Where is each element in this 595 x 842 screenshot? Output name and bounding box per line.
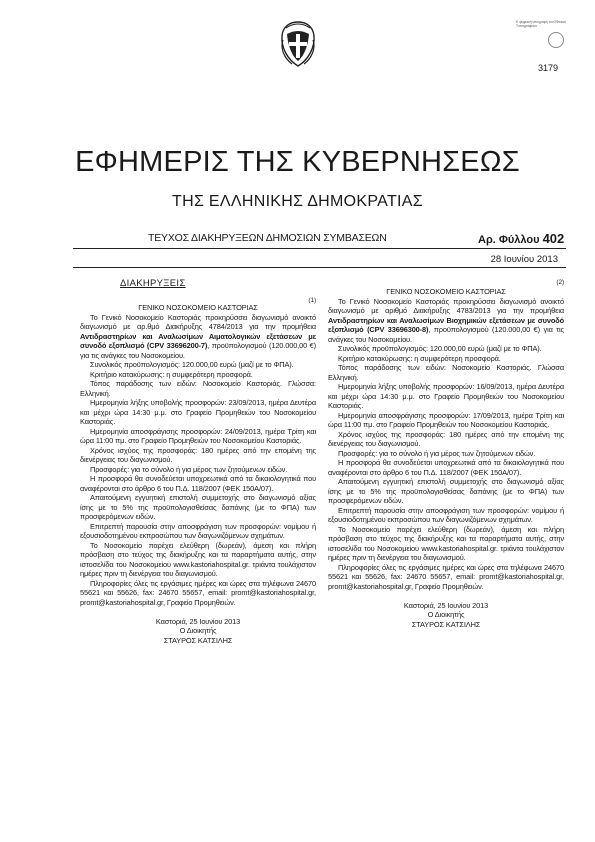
signer-name: ΣΤΑΥΡΟΣ ΚΑΤΣΙΛΗΣ bbox=[411, 619, 481, 629]
place-date: Καστοριά, 25 Ιουνίου 2013 bbox=[403, 600, 489, 610]
notice-paragraph: Κριτήριο κατακύρωσης: η συμφερότερη προσφορά. bbox=[90, 369, 253, 379]
section-heading: ΔΙΑΚΗΡΥΞΕΙΣ bbox=[120, 278, 186, 289]
notice-paragraph: Επιτρεπτή παρουσία στην αποσφράγιση των προσφορών: νομίμου ή εξουσιοδοτημένου εκπροσώπου των διαγωνιζόμενων σχημάτων. bbox=[328, 505, 564, 525]
notice-paragraph: Η προσφορά θα συνοδεύεται υποχρεωτικά από τα δικαιολογητικά που αναφέρονται στο άρθρο 6 του Π.Δ. 118/2007 (ΦΕΚ 150Α/07). bbox=[328, 458, 564, 477]
notice-paragraph: Ημερομηνία λήξης υποβολής προσφορών: 23/09/2013, ημέρα Δευτέρα και μέχρι ώρα 14:30 μ.μ. στο Γραφείο Προμηθειών του Νοσοκομείου Καστοριάς. bbox=[80, 398, 316, 427]
notice-paragraph: Ημερομηνία αποσφράγισης προσφορών: 17/09/2013, ημέρα Τρίτη και ώρα 11:00 πμ. στο Γραφείο Προμηθειών του Νοσοκομείου Καστοριάς. bbox=[328, 410, 564, 430]
sheet-number-label: Αρ. Φύλλου 402 bbox=[478, 231, 565, 246]
place-date: Καστοριά, 25 Ιουνίου 2013 bbox=[155, 616, 241, 626]
notice-paragraph: Επιτρεπτή παρουσία στην αποσφράγιση των προσφορών: νομίμου ή εξουσιοδοτημένου εκπροσώπου των διαγωνιζόμενων σχημάτων. bbox=[80, 521, 316, 541]
notice-paragraph: Η προσφορά θα συνοδεύεται υποχρεωτικά από τα δικαιολογητικά που αναφέρονται στο άρθρο 6 του Π.Δ. 118/2007 (ΦΕΚ 150Α/07). bbox=[80, 474, 316, 493]
procurement-subject: Αντιδραστηρίων και Αναλωσίμων Βιοχημικών εξετάσεων με συνοδό εξοπλισμό (CPV 33696300-8) bbox=[328, 315, 564, 335]
greek-coat-of-arms-emblem bbox=[278, 20, 318, 68]
hospital-name: ΓΕΝΙΚΟ ΝΟΣΟΚΟΜΕΙΟ ΚΑΣΤΟΡΙΑΣ bbox=[386, 287, 506, 296]
gazette-subtitle: ΤΗΣ ΕΛΛΗΝΙΚΗΣ ΔΗΜΟΚΡΑΤΙΑΣ bbox=[172, 193, 423, 210]
signer-role: Ο Διοικητής bbox=[427, 610, 465, 620]
issue-date: 28 Ιουνίου 2013 bbox=[490, 254, 558, 265]
header-rule bbox=[73, 248, 566, 249]
notice-paragraph: Προσφορές: για το σύνολο ή για μέρος των ζητούμενων ειδών. bbox=[90, 464, 288, 474]
notice-paragraph: Κριτήριο κατακύρωσης: η συμφερότερη προσφορά. bbox=[338, 353, 501, 363]
notice-paragraph: Συνολικός προϋπολογισμός: 120.000,00 ευρώ (μαζί με το ΦΠΑ). bbox=[90, 360, 294, 370]
notice-paragraph: Χρόνος ισχύος της προσφοράς: 180 ημέρες από την επομένη της διενέργειας του διαγωνισμού. bbox=[328, 429, 564, 449]
page-number: 3179 bbox=[538, 63, 559, 73]
notice-paragraph: Χρόνος ισχύος της προσφοράς: 180 ημέρες από την επομένη της διενέργειας του διαγωνισμού. bbox=[80, 445, 316, 465]
notice-number: (2) bbox=[556, 279, 564, 286]
notice-intro: Το Γενικό Νοσοκομείο Καστοριάς προκηρύσσει διαγωνισμό ανοικτό διαγωνισμό με αριθμό Διακήρυξης 4783/2013 για την προμήθεια Αντιδραστηρίων και Αναλωσίμων Βιοχημικών εξετάσεων με συνοδό εξοπλισμό (CPV 33696300-8), προϋπολογισμού (120.000,00 €) για τις ανάγκες του Νοσοκομείου. bbox=[328, 296, 565, 344]
notice-paragraph: Τόπος παράδοσης των ειδών: Νοσοκομείο Καστοριάς. Γλώσσα: Ελληνική. bbox=[80, 379, 316, 398]
notice-intro: Το Γενικό Νοσοκομείο Καστοριάς προκηρύσσει διαγωνισμό ανοικτό διαγωνισμό με αρ.θμό Διακήρυξης 4784/2013 για την προμήθεια Αντιδραστηρίων και Αναλωσίμων Αιματολογικών εξετάσεων με συνοδό εξοπλισμό (CPV 33696200-7), προϋπολογισμού (120.000,00 €) για τις ανάγκες του Νοσοκομείου. bbox=[80, 312, 316, 360]
gazette-title: ΕΦΗΜΕΡΙΣ ΤΗΣ ΚΥΒΕΡΝΗΣΕΩΣ bbox=[75, 146, 520, 178]
notice-paragraph: Το Νοσοκομείο παρέχει ελεύθερη (δωρεάν), άμεση και πλήρη πρόσβαση στο τεύχος της διακήρυξης και τα παραρτήματα αυτής, στην ιστοσελίδα του Νοσοκομείου www.kastoriahospital.gr. τριάντα τουλάχιστον ημέρες πριν τη διενέργεια του διαγωνισμού. bbox=[328, 524, 564, 563]
notice-paragraph: Πληροφορίες όλες τις εργάσιμες ημέρες και ώρες στα τηλέφωνα 24670 55621 και 55626, fax: 24670 55657, email: promt@kastoriahospital.gr, promt@kastoriahospital.gr, Γραφείο Προμηθειών. bbox=[80, 578, 316, 607]
notice-paragraph: Ημερομηνία λήξης υποβολής προσφορών: 16/09/2013, ημέρα Δευτέρα και μέχρι ώρα 14:30 μ.μ. στο Γραφείο Προμηθειών του Νοσοκομείου Καστοριάς. bbox=[328, 382, 564, 411]
procurement-subject: Αντιδραστηρίων και Αναλωσίμων Αιματολογικών εξετάσεων με συνοδό εξοπλισμό (CPV 33696200-7) bbox=[80, 331, 316, 351]
hospital-name: ΓΕΝΙΚΟ ΝΟΣΟΚΟΜΕΙΟ ΚΑΣΤΟΡΙΑΣ bbox=[138, 303, 258, 312]
notice-number: (1) bbox=[308, 297, 316, 304]
signature-seal-icon bbox=[548, 32, 564, 48]
notice-column-1 bbox=[80, 294, 316, 645]
digital-signature-stamp: Ε ψηφιακή υπογραφή του Εθνικού Τυπογραφείου bbox=[516, 20, 570, 64]
notice-paragraph: Ημερομηνία αποσφράγισης προσφορών: 24/09/2013, ημέρα Τρίτη και ώρα 11:00 πμ. στο Γραφείο Προμηθειών του Νοσοκομείου Καστοριάς. bbox=[80, 426, 316, 446]
notice-paragraph: Απαιτούμενη εγγυητική επιστολή συμμετοχής στο διαγωνισμό αξίας ίσης με το 5% της προϋπολογισθείσας δαπάνης (με το ΦΠΑ) των προσφερόμενων ειδών. bbox=[328, 477, 564, 506]
notice-paragraph: Απαιτούμενη εγγυητική επιστολή συμμετοχής στο διαγωνισμό αξίας ίσης με το 5% της προϋπολογισθείσας δαπάνης (με το ΦΠΑ) των προσφερόμενων ειδών. bbox=[80, 493, 316, 522]
notice-paragraph: Συνολικός προϋπολογισμός: 120.000,00 ευρώ (μαζί με το ΦΠΑ). bbox=[338, 344, 542, 354]
notice-column-2 bbox=[328, 278, 564, 629]
date-rule bbox=[73, 267, 566, 268]
notice-paragraph: Πληροφορίες όλες τις εργάσιμες ημέρες και ώρες στα τηλέφωνα 24670 55621 και 55626, fax: 24670 55657, email: promt@kastoriahospital.gr, promt@kastoriahospital.gr, Γραφείο Προμηθειών. bbox=[328, 562, 564, 591]
notice-paragraph: Το Νοσοκομείο παρέχει ελεύθερη (δωρεάν), άμεση και πλήρη πρόσβαση στο τεύχος της διακήρυξης και τα παραρτήματα αυτής, στην ιστοσελίδα του Νοσοκομείου www.kastoriahospital.gr. τριάντα τουλάχιστον ημέρες πριν τη διενέργεια του διαγωνισμού. bbox=[80, 540, 316, 579]
notice-paragraph: Προσφορές: για το σύνολο ή για μέρος των ζητούμενων ειδών. bbox=[338, 448, 536, 458]
notice-paragraph: Τόπος παράδοσης των ειδών: Νοσοκομείο Καστοριάς. Γλώσσα Ελληνική. bbox=[328, 363, 564, 382]
issue-type: ΤΕΥΧΟΣ ΔΙΑΚΗΡΥΞΕΩΝ ΔΗΜΟΣΙΩΝ ΣΥΜΒΑΣΕΩΝ bbox=[148, 232, 387, 244]
signer-role: Ο Διοικητής bbox=[179, 626, 217, 636]
signer-name: ΣΤΑΥΡΟΣ ΚΑΤΣΙΛΗΣ bbox=[163, 635, 233, 645]
sheet-number: 402 bbox=[542, 231, 565, 246]
